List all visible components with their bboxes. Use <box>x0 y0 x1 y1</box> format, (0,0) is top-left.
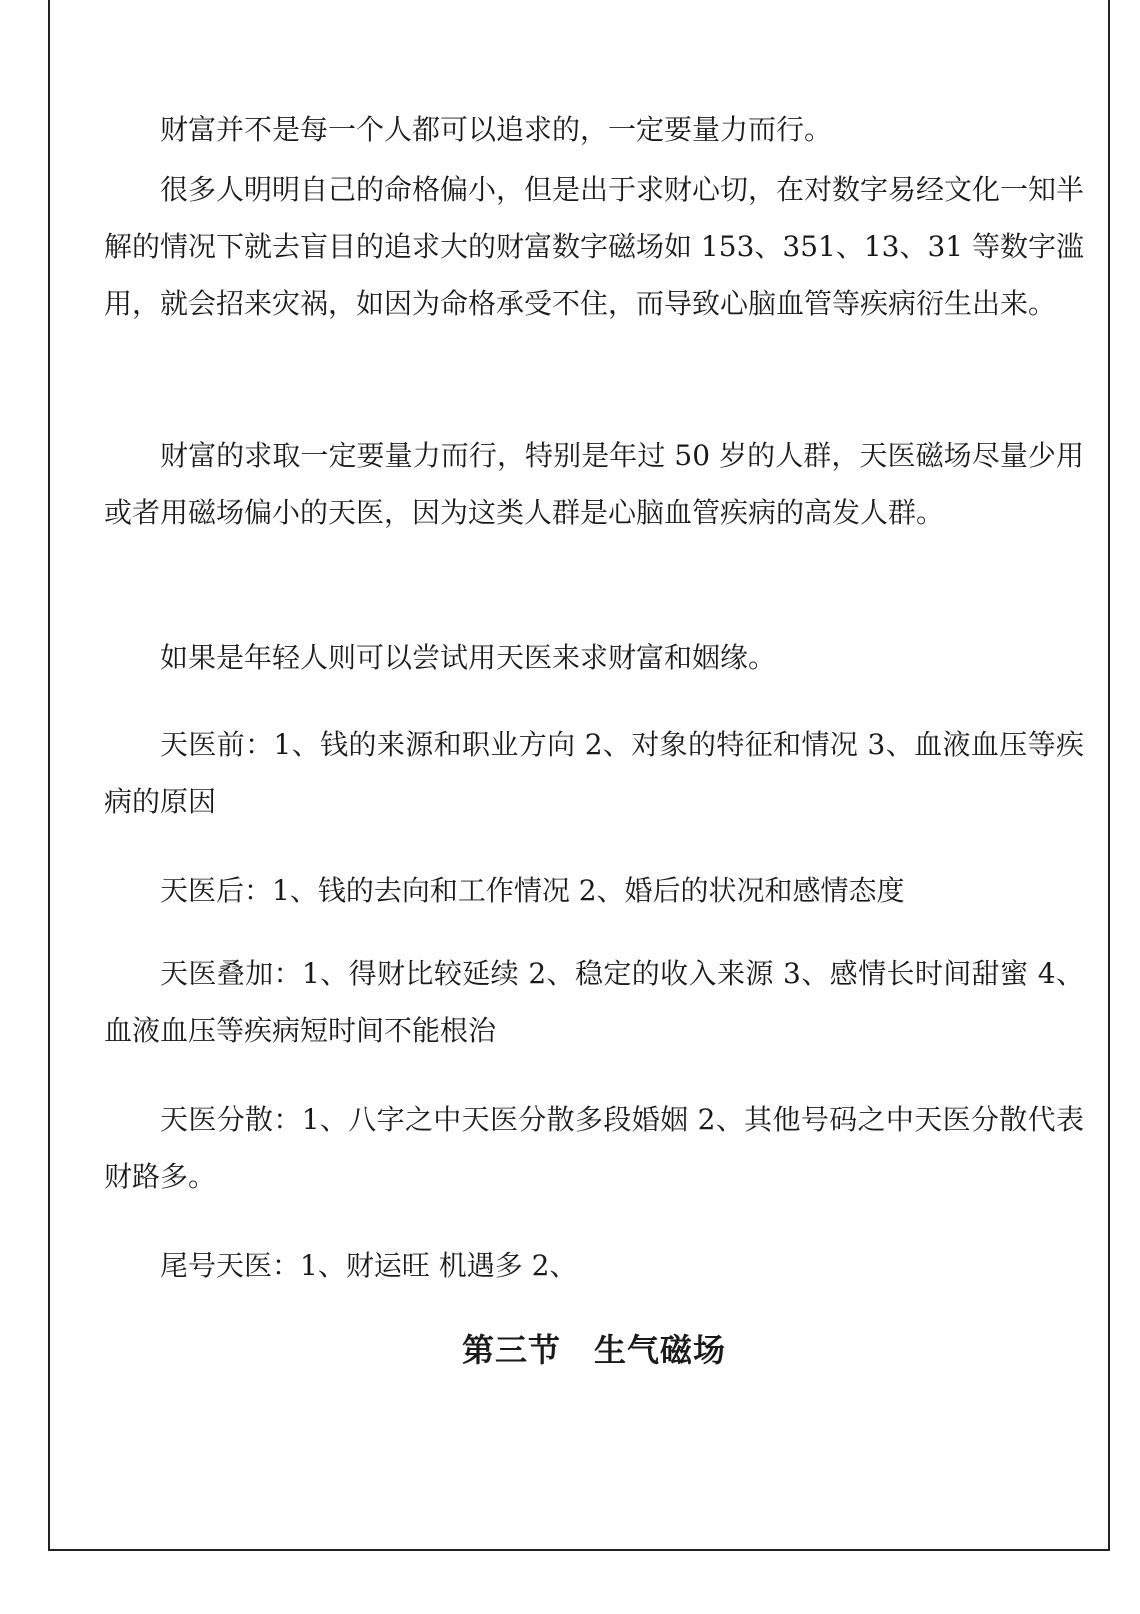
paragraph-misuse-warning: 很多人明明自己的命格偏小，但是出于求财心切，在对数字易经文化一知半解的情况下就去盲目的追求大的财富数字磁场如 153、351、13、31 等数字滥用，就会招来灾祸，如因为命格承受不住，而导致心脑血管等疾病衍生出来。 <box>104 173 1085 320</box>
section-heading: 第三节 生气磁场 <box>461 1331 726 1369</box>
paragraph-wealth-moderation: 财富并不是每一个人都可以追求的，一定要量力而行。 <box>160 113 833 146</box>
paragraph-age-advice: 财富的求取一定要量力而行，特别是年过 50 岁的人群，天医磁场尽量少用或者用磁场偏小的天医，因为这类人群是心脑血管疾病的高发人群。 <box>104 439 1084 529</box>
paragraph-tianyi-stack: 天医叠加：1、得财比较延续 2、稳定的收入来源 3、感情长时间甜蜜 4、血液血压等疾病短时间不能根治 <box>104 957 1084 1047</box>
paragraph-tianyi-tail: 尾号天医：1、财运旺 机遇多 2、 <box>160 1249 578 1282</box>
paragraph-tianyi-front: 天医前：1、钱的来源和职业方向 2、对象的特征和情况 3、血液血压等疾病的原因 <box>104 728 1084 818</box>
paragraph-tianyi-scatter: 天医分散：1、八字之中天医分散多段婚姻 2、其他号码之中天医分散代表财路多。 <box>104 1103 1084 1193</box>
paragraph-young-people: 如果是年轻人则可以尝试用天医来求财富和姻缘。 <box>160 641 777 674</box>
paragraph-tianyi-back: 天医后：1、钱的去向和工作情况 2、婚后的状况和感情态度 <box>160 874 905 907</box>
